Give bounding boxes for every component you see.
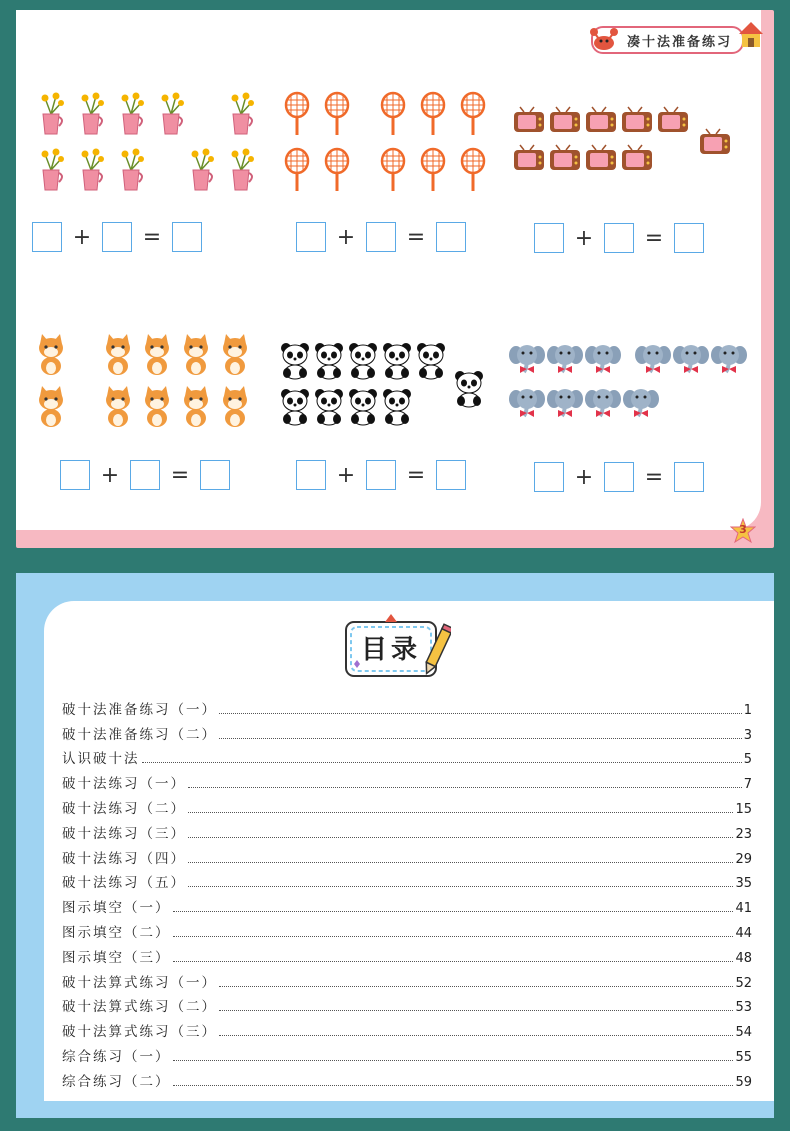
toc-leader-dots [173, 960, 734, 962]
tv-icon [584, 106, 618, 136]
toc-item-title: 认识破十法 [62, 751, 140, 768]
tv-icon [698, 128, 732, 158]
tennis-racket-icon [374, 90, 412, 138]
toc-item-page: 35 [735, 876, 752, 892]
toc-item-page: 7 [743, 777, 752, 793]
tv-icon [620, 106, 654, 136]
page-number: 3 [739, 523, 747, 536]
toc-leader-dots [173, 1059, 734, 1061]
equals-sign: = [406, 462, 426, 488]
exercise-pandas [278, 340, 508, 530]
cat-icon [99, 384, 137, 428]
tennis-racket-icon [318, 146, 356, 194]
answer-box-sum[interactable] [674, 223, 704, 253]
flower-vase-icon [72, 90, 110, 138]
toc-item-page: 55 [735, 1049, 752, 1065]
cat-icon [99, 332, 137, 376]
cat-icon [138, 384, 176, 428]
toc-item-title: 综合练习（二） [62, 1073, 171, 1090]
equation [296, 460, 466, 490]
tennis-racket-icon [374, 146, 412, 194]
equation [534, 462, 704, 492]
answer-box-addend-1[interactable] [296, 460, 326, 490]
answer-box-addend-1[interactable] [32, 222, 62, 252]
flower-vase-icon [72, 146, 110, 194]
house-icon [738, 20, 764, 50]
answer-box-addend-2[interactable] [102, 222, 132, 252]
flower-vase-icon [152, 90, 190, 138]
tennis-racket-icon [414, 146, 452, 194]
answer-box-addend-1[interactable] [534, 462, 564, 492]
answer-box-addend-2[interactable] [604, 462, 634, 492]
toc-item[interactable] [62, 1015, 752, 1040]
toc-item-title: 图示填空（二） [62, 924, 171, 941]
elephant-icon [508, 384, 546, 424]
elephant-icon [622, 384, 660, 424]
answer-box-sum[interactable] [436, 460, 466, 490]
toc-item-title: 破十法算式练习（一） [62, 974, 217, 991]
toc-item[interactable] [62, 817, 752, 842]
toc-leader-dots [173, 1084, 734, 1086]
equation [296, 222, 466, 252]
equals-sign: = [644, 225, 664, 251]
cat-icon [138, 332, 176, 376]
flower-vase-icon [112, 90, 150, 138]
toc-item-page: 59 [735, 1074, 752, 1090]
toc-item-title: 综合练习（一） [62, 1048, 171, 1065]
toc-item-page: 23 [735, 826, 752, 842]
tennis-racket-icon [414, 90, 452, 138]
toc-item-page: 3 [743, 727, 752, 743]
toc-item[interactable] [62, 1065, 752, 1090]
panda-icon [346, 340, 380, 380]
worksheet-page [16, 10, 774, 548]
plus-sign: + [574, 464, 594, 490]
toc-item[interactable] [62, 867, 752, 892]
equation [60, 460, 230, 490]
equation [534, 223, 704, 253]
toc-item-title: 破十法准备练习（二） [62, 726, 217, 743]
flower-vase-icon [222, 90, 260, 138]
cat-icon [216, 384, 254, 428]
answer-box-addend-2[interactable] [130, 460, 160, 490]
toc-item-title: 破十法练习（三） [62, 825, 186, 842]
tv-icon [512, 144, 546, 174]
panda-icon [452, 368, 486, 408]
plus-sign: + [100, 462, 120, 488]
toc-item-title: 破十法练习（二） [62, 800, 186, 817]
toc-item-page: 54 [735, 1025, 752, 1041]
elephant-icon [546, 384, 584, 424]
toc-item-page: 53 [735, 1000, 752, 1016]
toc-leader-dots [142, 761, 742, 763]
toc-list [62, 693, 752, 1090]
toc-item[interactable] [62, 842, 752, 867]
equals-sign: = [644, 464, 664, 490]
cat-icon [177, 332, 215, 376]
toc-item[interactable] [62, 1040, 752, 1065]
toc-item-page: 44 [735, 925, 752, 941]
toc-leader-dots [219, 1034, 733, 1036]
toc-leader-dots [173, 935, 734, 937]
panda-icon [380, 386, 414, 426]
toc-title-frame [343, 618, 451, 678]
toc-item-title: 破十法准备练习（一） [62, 701, 217, 718]
elephant-icon [584, 384, 622, 424]
toc-item[interactable] [62, 941, 752, 966]
exercise-flower-vases [32, 90, 262, 280]
tv-icon [512, 106, 546, 136]
cat-icon [216, 332, 254, 376]
answer-box-addend-1[interactable] [534, 223, 564, 253]
cat-icon [177, 384, 215, 428]
exercise-tvs [512, 106, 742, 296]
flower-vase-icon [112, 146, 150, 194]
cat-icon [32, 332, 70, 376]
toc-leader-dots [188, 836, 733, 838]
toc-leader-dots [219, 737, 742, 739]
exercise-cats [32, 332, 262, 522]
tv-icon [584, 144, 618, 174]
flower-vase-icon [182, 146, 220, 194]
toc-item-title: 破十法练习（一） [62, 776, 186, 793]
elephant-icon [546, 340, 584, 380]
exercise-elephants [508, 340, 738, 530]
page-number-badge [730, 518, 756, 544]
crab-icon [587, 24, 621, 54]
flower-vase-icon [32, 146, 70, 194]
panda-icon [278, 340, 312, 380]
tennis-racket-icon [454, 146, 492, 194]
elephant-icon [710, 340, 748, 380]
equals-sign: = [142, 224, 162, 250]
toc-item[interactable] [62, 891, 752, 916]
answer-box-sum[interactable] [172, 222, 202, 252]
toc-item-title: 破十法算式练习（二） [62, 999, 217, 1016]
panda-icon [380, 340, 414, 380]
plus-sign: + [72, 224, 92, 250]
tennis-racket-icon [454, 90, 492, 138]
toc-item-title: 破十法练习（四） [62, 850, 186, 867]
panda-icon [312, 340, 346, 380]
toc-item[interactable] [62, 693, 752, 718]
tennis-racket-icon [318, 90, 356, 138]
toc-item-page: 15 [735, 801, 752, 817]
tennis-racket-icon [278, 90, 316, 138]
answer-box-addend-1[interactable] [60, 460, 90, 490]
toc-leader-dots [219, 712, 742, 714]
toc-item-page: 1 [743, 702, 752, 718]
toc-leader-dots [173, 910, 734, 912]
toc-leader-dots [219, 1009, 733, 1011]
toc-item-title: 破十法练习（五） [62, 875, 186, 892]
toc-item-page: 48 [735, 950, 752, 966]
plus-sign: + [574, 225, 594, 251]
panda-icon [346, 386, 380, 426]
plus-sign: + [336, 462, 356, 488]
tv-icon [548, 144, 582, 174]
answer-box-sum[interactable] [436, 222, 466, 252]
elephant-icon [584, 340, 622, 380]
answer-box-sum[interactable] [200, 460, 230, 490]
toc-item[interactable] [62, 966, 752, 991]
tv-icon [548, 106, 582, 136]
toc-item-page: 52 [735, 975, 752, 991]
tv-icon [620, 144, 654, 174]
toc-item-title: 图示填空（三） [62, 949, 171, 966]
equals-sign: = [170, 462, 190, 488]
elephant-icon [508, 340, 546, 380]
answer-box-addend-1[interactable] [296, 222, 326, 252]
answer-box-sum[interactable] [674, 462, 704, 492]
panda-icon [414, 340, 448, 380]
toc-item-title: 破十法算式练习（三） [62, 1024, 217, 1041]
exercise-rackets [278, 90, 508, 280]
worksheet-header-title: 凑十法准备练习 [626, 34, 732, 50]
toc-leader-dots [219, 985, 733, 987]
toc-item-page: 41 [735, 901, 752, 917]
toc-item[interactable] [62, 991, 752, 1016]
answer-box-addend-2[interactable] [604, 223, 634, 253]
equals-sign: = [406, 224, 426, 250]
toc-leader-dots [188, 885, 733, 887]
toc-item[interactable] [62, 916, 752, 941]
toc-leader-dots [188, 786, 742, 788]
flower-vase-icon [222, 146, 260, 194]
toc-leader-dots [188, 861, 733, 863]
panda-icon [312, 386, 346, 426]
toc-item[interactable] [62, 743, 752, 768]
toc-item-page: 5 [743, 752, 752, 768]
equation [32, 222, 202, 252]
tv-icon [656, 106, 690, 136]
toc-title: 目录 [360, 634, 421, 665]
toc-item-page: 29 [735, 851, 752, 867]
answer-box-addend-2[interactable] [366, 460, 396, 490]
toc-item[interactable] [62, 718, 752, 743]
flower-vase-icon [32, 90, 70, 138]
toc-item[interactable] [62, 792, 752, 817]
elephant-icon [634, 340, 672, 380]
cat-icon [32, 384, 70, 428]
toc-item[interactable] [62, 767, 752, 792]
plus-sign: + [336, 224, 356, 250]
answer-box-addend-2[interactable] [366, 222, 396, 252]
worksheet-header [591, 26, 744, 54]
elephant-icon [672, 340, 710, 380]
toc-item-title: 图示填空（一） [62, 900, 171, 917]
toc-leader-dots [188, 811, 733, 813]
tennis-racket-icon [278, 146, 316, 194]
panda-icon [278, 386, 312, 426]
